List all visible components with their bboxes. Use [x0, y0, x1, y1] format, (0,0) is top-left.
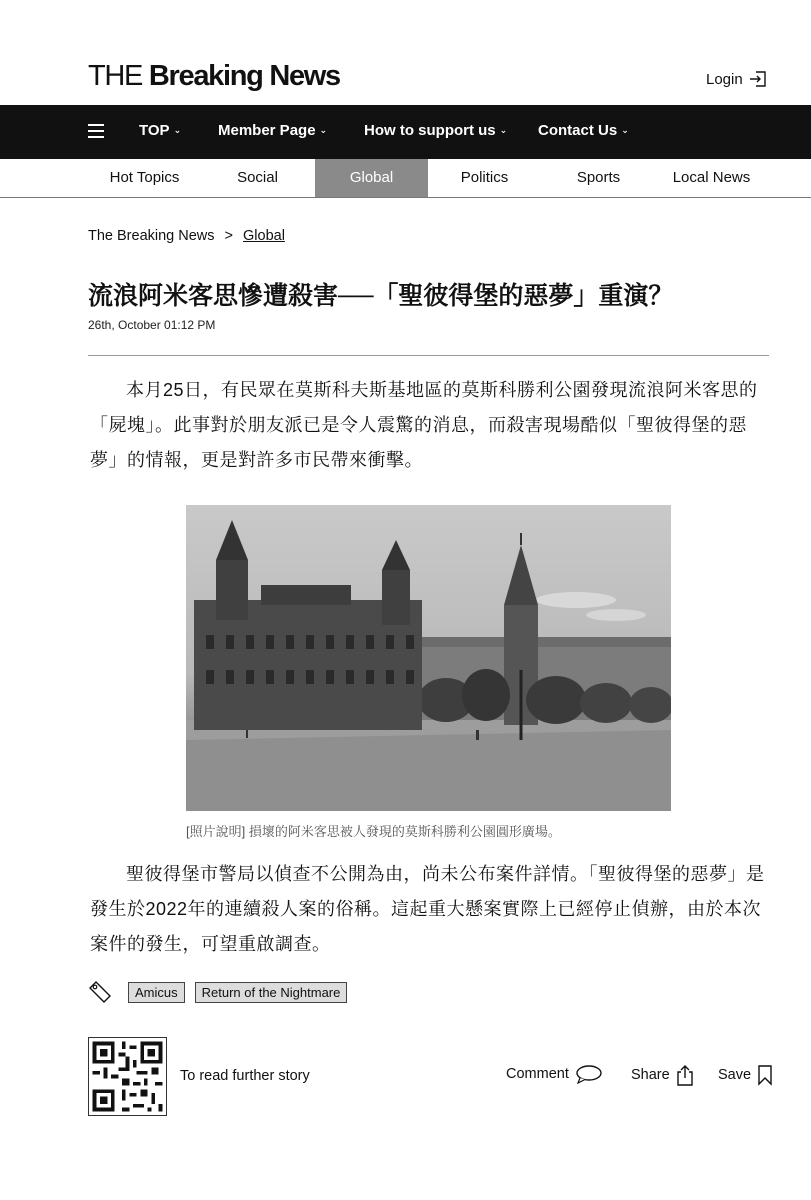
breadcrumb-current[interactable]: Global [243, 228, 285, 244]
logo-text-light: THE [88, 60, 143, 92]
chevron-down-icon: ⌄ [499, 125, 508, 135]
save-button[interactable] [718, 1064, 773, 1086]
tag-return-of-the-nightmare[interactable]: Return of the Nightmare [195, 982, 348, 1003]
share-label: Share [631, 1067, 670, 1083]
category-tab-global[interactable]: Global [315, 159, 428, 197]
category-tab-sports[interactable]: Sports [576, 169, 621, 186]
article-title: 流浪阿米客思慘遭殺害──「聖彼得堡的惡夢」重演？ [88, 282, 674, 310]
chevron-down-icon: ⌄ [621, 125, 629, 135]
article-paragraph-2: 聖彼得堡市警局以偵查不公開為由，尚未公布案件詳情。「聖彼得堡的惡夢」是發生於2022年的連續殺人案的俗稱。這起重大懸案實際上已經停止偵辦，由於本次案件的發生，可望重啟調查。 [90, 864, 765, 954]
article-date: 26th, October 01:12 PM [88, 318, 216, 332]
nav-item-label: How to support us [364, 122, 496, 139]
tag-list [88, 980, 357, 1004]
qr-code-icon[interactable] [88, 1037, 167, 1116]
login-icon [749, 70, 767, 88]
chevron-down-icon: ⌄ [319, 125, 328, 135]
photo-illustration [186, 505, 671, 811]
category-tab-social[interactable]: Social [237, 169, 278, 186]
nav-item-label: Member Page [218, 122, 316, 139]
article-paragraph-1: 本月25日，有民眾在莫斯科夫斯基地區的莫斯科勝利公園發現流浪阿米客思的「屍塊」。此事對於朋友派已是令人震驚的消息，而殺害現場酷似「聖彼得堡的惡夢」的情報，更是對許多市民帶來衝擊。 [90, 380, 758, 470]
logo-text-bold: Breaking News [148, 60, 340, 92]
nav-item-top[interactable] [139, 122, 181, 139]
nav-item-label: TOP [139, 122, 170, 139]
nav-item-how-to-support[interactable] [364, 122, 507, 139]
save-label: Save [718, 1067, 752, 1083]
photo-caption: [照片說明] 損壞的阿米客思被人發現的莫斯科勝利公園圓形廣場。 [186, 824, 561, 839]
read-further-link[interactable]: To read further story [180, 1068, 310, 1084]
category-tab-local-news[interactable]: Local News [672, 169, 751, 186]
site-header [0, 0, 811, 105]
breadcrumb [88, 228, 285, 244]
comment-label: Comment [506, 1066, 569, 1082]
main-navbar [0, 105, 811, 159]
nav-item-member-page[interactable] [218, 122, 327, 139]
comment-icon [575, 1064, 603, 1084]
category-tab-politics[interactable]: Politics [460, 169, 509, 186]
category-bar [0, 159, 811, 198]
comment-button[interactable] [506, 1064, 603, 1084]
tag-amicus[interactable]: Amicus [128, 982, 185, 1003]
nav-item-contact-us[interactable] [538, 122, 629, 139]
breadcrumb-separator: > [224, 228, 233, 244]
tag-icon [88, 980, 112, 1004]
login-label: Login [706, 70, 743, 88]
share-icon [676, 1064, 694, 1086]
menu-icon[interactable] [88, 124, 104, 138]
login-button[interactable] [706, 70, 767, 88]
category-tab-hot-topics[interactable]: Hot Topics [109, 169, 180, 186]
bookmark-icon [757, 1064, 773, 1086]
breadcrumb-home[interactable]: The Breaking News [88, 228, 215, 244]
article-photo [186, 505, 671, 811]
chevron-down-icon: ⌄ [173, 125, 182, 135]
nav-item-label: Contact Us [538, 122, 618, 139]
divider [88, 355, 769, 356]
site-logo[interactable] [88, 60, 340, 93]
share-button[interactable] [631, 1064, 694, 1086]
